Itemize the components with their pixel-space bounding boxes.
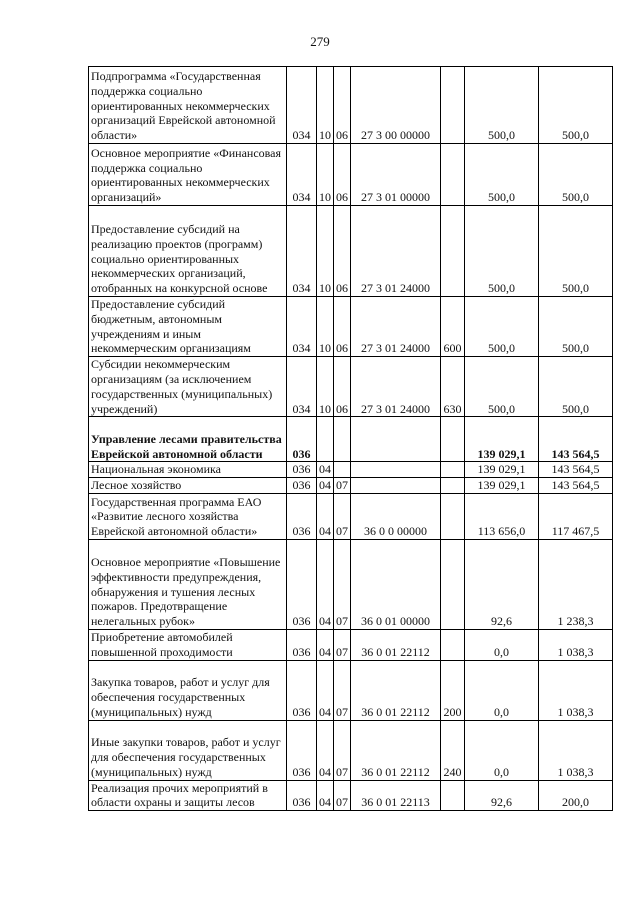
- subsection-code: 06: [334, 297, 351, 357]
- section-code: 10: [317, 144, 334, 206]
- section-code: 04: [317, 629, 334, 660]
- subsection-code: 06: [334, 357, 351, 417]
- target-article-code: 36 0 01 22112: [351, 720, 441, 780]
- subsection-code: 07: [334, 539, 351, 629]
- amount-year-1: 500,0: [465, 357, 539, 417]
- amount-year-2: 500,0: [539, 206, 613, 297]
- amount-year-2: 200,0: [539, 780, 613, 811]
- subsection-code: 06: [334, 67, 351, 144]
- table-row: [89, 780, 613, 811]
- subsection-code: 07: [334, 720, 351, 780]
- ministry-code: 036: [287, 462, 317, 478]
- amount-year-2: 500,0: [539, 297, 613, 357]
- target-article-code: 36 0 01 22112: [351, 629, 441, 660]
- ministry-code: 036: [287, 660, 317, 720]
- item-name: Подпрограмма «Государственная поддержка социально ориентированных некоммерческих организаций Еврейской автономной области»: [89, 67, 287, 144]
- amount-year-1: 500,0: [465, 297, 539, 357]
- amount-year-1: 139 029,1: [465, 462, 539, 478]
- subsection-code: 06: [334, 206, 351, 297]
- amount-year-1: 92,6: [465, 539, 539, 629]
- amount-year-1: 0,0: [465, 660, 539, 720]
- ministry-code: 034: [287, 144, 317, 206]
- item-name: Предоставление субсидий бюджетным, автономным учреждениям и иным некоммерческим организациям: [89, 297, 287, 357]
- subsection-code: 07: [334, 478, 351, 494]
- table-row: [89, 357, 613, 417]
- expense-type-code: [441, 67, 465, 144]
- table-body: [89, 67, 613, 811]
- target-article-code: 27 3 01 24000: [351, 297, 441, 357]
- table-row: [89, 720, 613, 780]
- budget-table: [88, 66, 613, 811]
- amount-year-2: 117 467,5: [539, 493, 613, 539]
- target-article-code: 36 0 01 00000: [351, 539, 441, 629]
- table-row: [89, 660, 613, 720]
- ministry-code: 034: [287, 206, 317, 297]
- section-code: 10: [317, 357, 334, 417]
- section-code: 04: [317, 493, 334, 539]
- subsection-code: 07: [334, 629, 351, 660]
- section-code: 10: [317, 297, 334, 357]
- table-row: [89, 478, 613, 494]
- expense-type-code: 240: [441, 720, 465, 780]
- expense-type-code: [441, 629, 465, 660]
- item-name: Лесное хозяйство: [89, 478, 287, 494]
- amount-year-1: 0,0: [465, 720, 539, 780]
- ministry-code: 036: [287, 629, 317, 660]
- subsection-code: [334, 462, 351, 478]
- target-article-code: 36 0 01 22112: [351, 660, 441, 720]
- expense-type-code: 630: [441, 357, 465, 417]
- ministry-code: 036: [287, 539, 317, 629]
- target-article-code: 36 0 0 00000: [351, 493, 441, 539]
- expense-type-code: [441, 144, 465, 206]
- target-article-code: 27 3 01 24000: [351, 357, 441, 417]
- target-article-code: [351, 417, 441, 462]
- expense-type-code: [441, 493, 465, 539]
- amount-year-1: 92,6: [465, 780, 539, 811]
- item-name: Приобретение автомобилей повышенной проходимости: [89, 629, 287, 660]
- expense-type-code: [441, 539, 465, 629]
- section-code: 10: [317, 206, 334, 297]
- section-code: 10: [317, 67, 334, 144]
- item-name: Национальная экономика: [89, 462, 287, 478]
- section-code: [317, 417, 334, 462]
- expense-type-code: 600: [441, 297, 465, 357]
- section-code: 04: [317, 780, 334, 811]
- subsection-code: 07: [334, 493, 351, 539]
- ministry-code: 036: [287, 780, 317, 811]
- table-row: [89, 417, 613, 462]
- amount-year-2: 143 564,5: [539, 478, 613, 494]
- item-name: Реализация прочих мероприятий в области охраны и защиты лесов: [89, 780, 287, 811]
- table-row: [89, 539, 613, 629]
- item-name: Основное мероприятие «Повышение эффективности предупреждения, обнаружения и тушения лесных пожаров. Предотвращение нелегальных рубок»: [89, 539, 287, 629]
- amount-year-1: 139 029,1: [465, 478, 539, 494]
- amount-year-2: 500,0: [539, 357, 613, 417]
- ministry-code: 034: [287, 357, 317, 417]
- expense-type-code: [441, 780, 465, 811]
- ministry-code: 036: [287, 417, 317, 462]
- amount-year-2: 1 038,3: [539, 720, 613, 780]
- amount-year-2: 500,0: [539, 67, 613, 144]
- ministry-code: 034: [287, 297, 317, 357]
- amount-year-1: 500,0: [465, 67, 539, 144]
- section-code: 04: [317, 660, 334, 720]
- expense-type-code: [441, 462, 465, 478]
- target-article-code: 27 3 01 00000: [351, 144, 441, 206]
- expense-type-code: [441, 478, 465, 494]
- table-row: [89, 206, 613, 297]
- expense-type-code: [441, 417, 465, 462]
- section-code: 04: [317, 539, 334, 629]
- amount-year-1: 113 656,0: [465, 493, 539, 539]
- section-code: 04: [317, 720, 334, 780]
- ministry-code: 036: [287, 478, 317, 494]
- amount-year-1: 0,0: [465, 629, 539, 660]
- amount-year-1: 139 029,1: [465, 417, 539, 462]
- amount-year-2: 1 038,3: [539, 629, 613, 660]
- target-article-code: 36 0 01 22113: [351, 780, 441, 811]
- item-name: Закупка товаров, работ и услуг для обеспечения государственных (муниципальных) нужд: [89, 660, 287, 720]
- amount-year-2: 143 564,5: [539, 462, 613, 478]
- amount-year-1: 500,0: [465, 144, 539, 206]
- expense-type-code: 200: [441, 660, 465, 720]
- item-name: Иные закупки товаров, работ и услуг для обеспечения государственных (муниципальных) нужд: [89, 720, 287, 780]
- page-number: 279: [310, 34, 330, 49]
- subsection-code: 06: [334, 144, 351, 206]
- expense-type-code: [441, 206, 465, 297]
- ministry-code: 036: [287, 493, 317, 539]
- item-name: Предоставление субсидий на реализацию проектов (программ) социально ориентированных некоммерческих организаций, отобранных на конкурсной основе: [89, 206, 287, 297]
- subsection-code: [334, 417, 351, 462]
- item-name: Управление лесами правительства Еврейской автономной области: [89, 417, 287, 462]
- table-row: [89, 462, 613, 478]
- amount-year-2: 1 038,3: [539, 660, 613, 720]
- target-article-code: 27 3 00 00000: [351, 67, 441, 144]
- amount-year-2: 143 564,5: [539, 417, 613, 462]
- target-article-code: 27 3 01 24000: [351, 206, 441, 297]
- ministry-code: 034: [287, 67, 317, 144]
- amount-year-2: 500,0: [539, 144, 613, 206]
- item-name: Основное мероприятие «Финансовая поддержка социально ориентированных некоммерческих организаций»: [89, 144, 287, 206]
- section-code: 04: [317, 462, 334, 478]
- amount-year-1: 500,0: [465, 206, 539, 297]
- amount-year-2: 1 238,3: [539, 539, 613, 629]
- item-name: Государственная программа ЕАО «Развитие лесного хозяйства Еврейской автономной области»: [89, 493, 287, 539]
- section-code: 04: [317, 478, 334, 494]
- table-row: [89, 144, 613, 206]
- table-row: [89, 67, 613, 144]
- subsection-code: 07: [334, 780, 351, 811]
- ministry-code: 036: [287, 720, 317, 780]
- table-row: [89, 493, 613, 539]
- target-article-code: [351, 478, 441, 494]
- item-name: Субсидии некоммерческим организациям (за исключением государственных (муниципальных) учреждений): [89, 357, 287, 417]
- subsection-code: 07: [334, 660, 351, 720]
- table-row: [89, 629, 613, 660]
- target-article-code: [351, 462, 441, 478]
- table-row: [89, 297, 613, 357]
